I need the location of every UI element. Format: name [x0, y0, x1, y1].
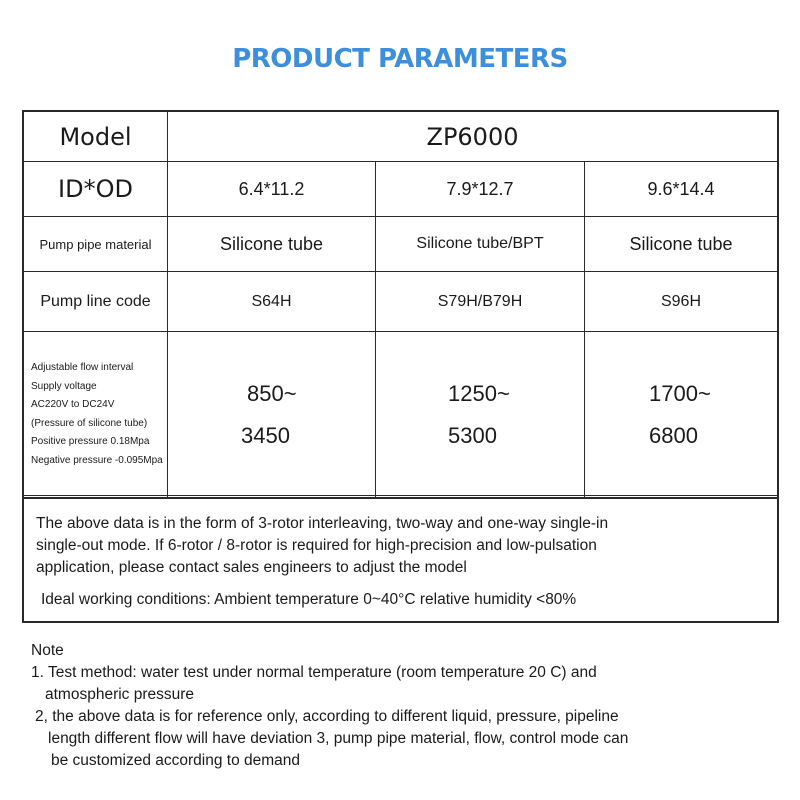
flow-min: 850~ — [247, 380, 297, 406]
note-item-1: 1. Test method: water test under normal temperature (room temperature 20 C) and — [31, 664, 597, 681]
spec-line: Negative pressure -0.095Mpa — [31, 454, 163, 466]
row-flow — [24, 332, 777, 497]
remark-box — [22, 495, 779, 623]
flow-max: 5300 — [448, 422, 497, 448]
model-value: ZP6000 — [426, 122, 519, 151]
working-conditions: Ideal working conditions: Ambient temperature 0~40°C relative humidity <80% — [41, 591, 577, 608]
spec-line: (Pressure of silicone tube) — [31, 417, 148, 429]
spec-line: Supply voltage — [31, 380, 97, 392]
parameters-table — [22, 110, 779, 499]
line-code-value: S79H/B79H — [376, 272, 585, 331]
flow-range — [168, 332, 376, 497]
row-pipe-material — [24, 217, 777, 272]
pipe-material-value: Silicone tube/BPT — [376, 217, 585, 271]
flow-max: 6800 — [649, 422, 698, 448]
row-id-od — [24, 162, 777, 217]
id-od-value: 7.9*12.7 — [376, 162, 585, 216]
line-code-value: S64H — [168, 272, 376, 331]
line-code-label: Pump line code — [24, 272, 168, 331]
note-item-2: 2, the above data is for reference only, according to different liquid, pressure, pipeline — [35, 708, 619, 725]
flow-range — [585, 332, 777, 497]
flow-range — [376, 332, 585, 497]
remark-line: application, please contact sales engineers to adjust the model — [36, 559, 467, 576]
pipe-material-value: Silicone tube — [629, 233, 733, 254]
flow-specs-label — [24, 332, 168, 497]
flow-max: 3450 — [241, 422, 290, 448]
notes-heading: Note — [31, 642, 64, 659]
notes-section — [31, 640, 791, 772]
flow-min: 1250~ — [448, 380, 510, 406]
pipe-material-value: Silicone tube — [168, 217, 376, 271]
model-label: Model — [24, 112, 168, 161]
flow-min: 1700~ — [649, 380, 711, 406]
remark-line: The above data is in the form of 3-rotor interleaving, two-way and one-way single-in — [36, 515, 609, 532]
note-item-1-cont: atmospheric pressure — [45, 686, 195, 703]
remark-line: single-out mode. If 6-rotor / 8-rotor is required for high-precision and low-pulsation — [36, 537, 597, 554]
id-od-label: ID*OD — [24, 162, 168, 216]
spec-line: Adjustable flow interval — [31, 362, 134, 373]
spec-line: Positive pressure 0.18Mpa — [31, 436, 150, 447]
spec-line: AC220V to DC24V — [31, 399, 115, 410]
pipe-material-label: Pump pipe material — [24, 217, 168, 271]
row-line-code — [24, 272, 777, 332]
row-model — [24, 112, 777, 162]
line-code-value: S96H — [660, 292, 702, 310]
page-title: PRODUCT PARAMETERS — [232, 44, 568, 74]
note-item-2-cont: be customized according to demand — [51, 752, 301, 769]
id-od-value: 6.4*11.2 — [168, 162, 376, 216]
note-item-2-cont: length different flow will have deviation 3, pump pipe material, flow, control mode can — [48, 730, 629, 747]
id-od-value: 9.6*14.4 — [647, 178, 715, 199]
